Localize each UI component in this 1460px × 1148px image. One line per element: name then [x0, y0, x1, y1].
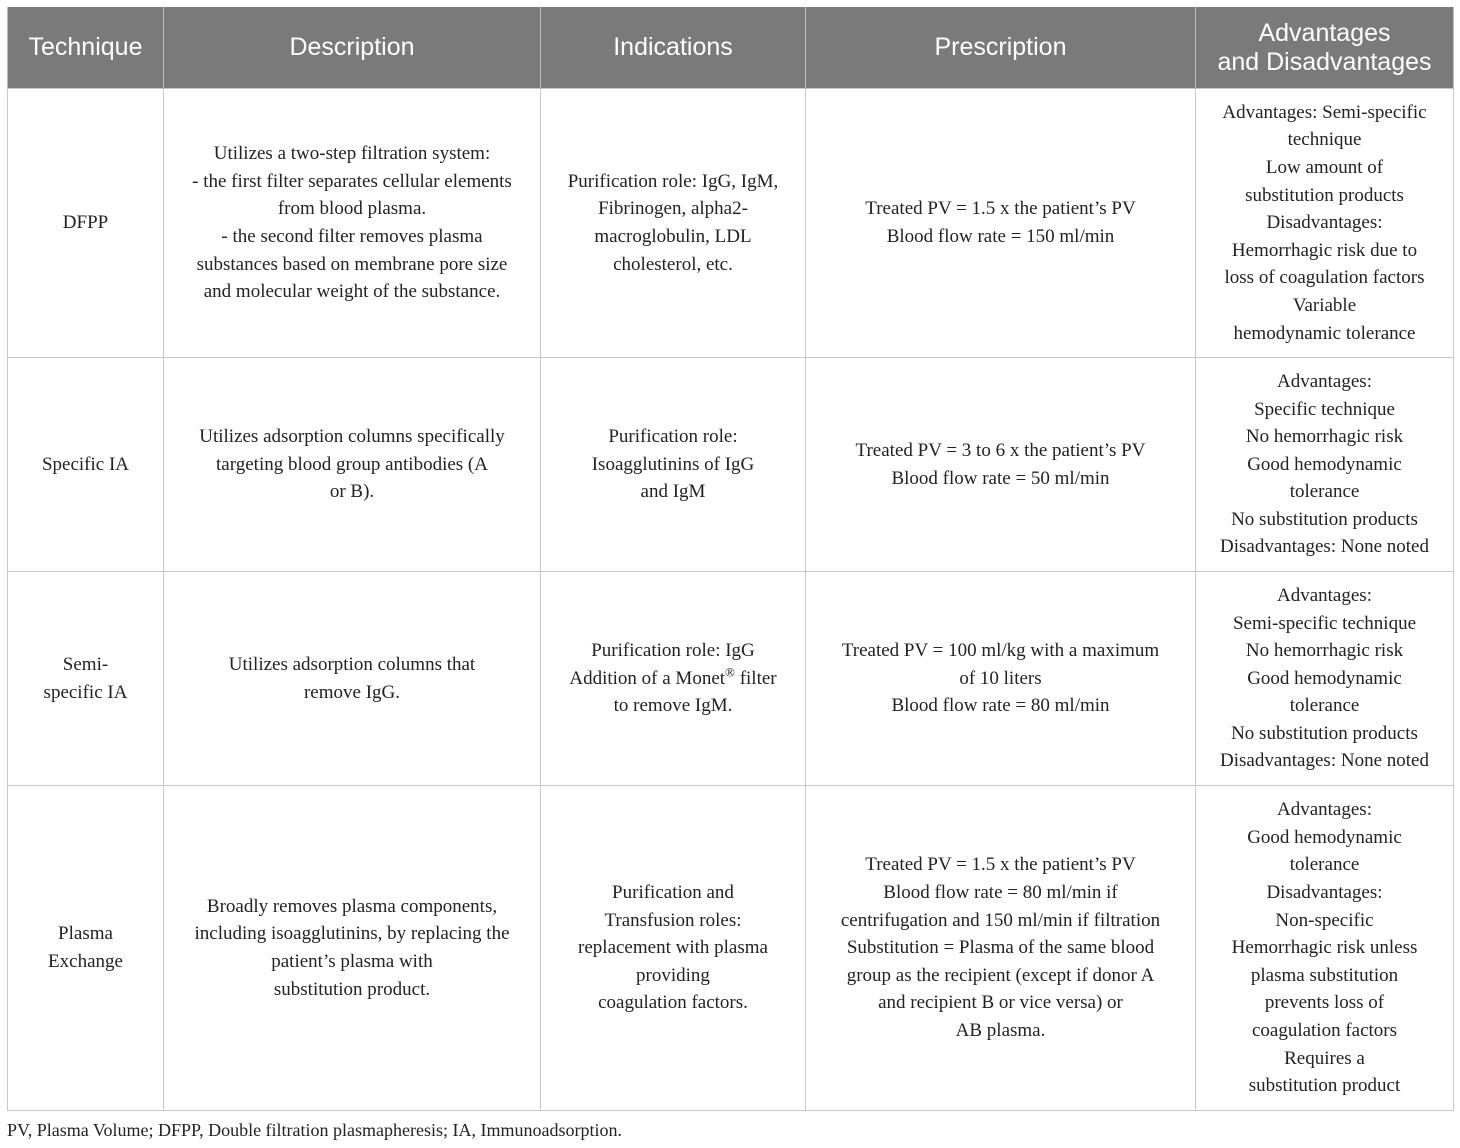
cell-line: Exchange	[48, 951, 123, 972]
cell-prescription	[806, 89, 1196, 358]
cell-line: Hemorrhagic risk due to	[1231, 239, 1418, 261]
cell-line: loss of coagulation factors	[1224, 267, 1425, 289]
cell-line: centrifugation and 150 ml/min if filtration	[840, 909, 1161, 931]
cell-line: Purification role: IgG	[591, 640, 755, 662]
cell-line: AB plasma.	[955, 1019, 1046, 1041]
cell-description	[164, 358, 541, 572]
cell-line: from blood plasma.	[277, 198, 427, 220]
cell-indications	[541, 358, 806, 572]
cell-line: Blood flow rate = 80 ml/min if	[883, 882, 1118, 904]
cell-line: Transfusion roles:	[604, 909, 742, 931]
cell-line: replacement with plasma	[578, 937, 768, 959]
cell-line: Substitution = Plasma of the same blood	[846, 937, 1155, 959]
table-header	[8, 7, 1454, 89]
techniques-comparison-table	[7, 7, 1454, 1111]
cell-line: group as the recipient (except if donor A	[846, 964, 1155, 986]
cell-line: Advantages:	[1277, 584, 1372, 606]
cell-line: providing	[636, 964, 710, 986]
cell-line: No hemorrhagic risk	[1245, 426, 1404, 448]
cell-line: Disadvantages:	[1266, 212, 1383, 234]
cell-prescription	[806, 572, 1196, 786]
registered-mark: ®	[725, 664, 735, 680]
cell-line: to remove IgM.	[613, 695, 733, 717]
cell-line: Non-specific	[1275, 909, 1374, 931]
cell-line: Disadvantages:	[1266, 882, 1383, 904]
table-row	[8, 89, 1454, 358]
cell-line: DFPP	[62, 212, 109, 234]
cell-line: and recipient B or vice versa) or	[878, 992, 1123, 1014]
cell-line: of 10 liters	[959, 667, 1042, 689]
header-indications: Indications	[541, 7, 806, 89]
cell-line: Utilizes adsorption columns that	[228, 653, 476, 675]
cell-line: Purification role:	[608, 426, 738, 448]
cell-line: targeting blood group antibodies (A	[216, 453, 488, 475]
cell-line: Purification role: IgG, IgM,	[567, 170, 779, 192]
cell-line: Good hemodynamic	[1247, 667, 1402, 689]
cell-line: hemodynamic tolerance	[1233, 322, 1416, 344]
cell-line: Specific IA	[41, 453, 130, 475]
cell-line: cholesterol, etc.	[613, 253, 733, 275]
table-row	[8, 572, 1454, 786]
cell-line: substances based on membrane pore size	[196, 253, 508, 275]
cell-technique	[8, 786, 164, 1111]
monet-text: Addition of a Monet	[569, 667, 726, 689]
cell-line: Blood flow rate = 50 ml/min	[891, 467, 1110, 489]
cell-line: Utilizes adsorption columns specifically	[199, 426, 505, 448]
cell-line: plasma substitution	[1250, 964, 1399, 986]
table-row	[8, 358, 1454, 572]
cell-line: tolerance	[1289, 695, 1360, 717]
cell-line: Advantages:	[1277, 370, 1372, 392]
table-body	[8, 89, 1454, 1111]
cell-line: Blood flow rate = 150 ml/min	[886, 226, 1115, 247]
cell-line: Specific technique	[1254, 398, 1395, 420]
cell-line: Disadvantages: None noted	[1220, 536, 1429, 558]
cell-line: Isoagglutinins of IgG	[591, 453, 755, 475]
cell-line: Hemorrhagic risk unless	[1231, 937, 1418, 959]
cell-line: tolerance	[1289, 481, 1360, 503]
cell-indications	[541, 786, 806, 1111]
cell-line: coagulation factors.	[598, 992, 748, 1014]
cell-technique	[8, 358, 164, 572]
cell-line: tolerance	[1289, 854, 1360, 876]
header-advantages-disadvantages	[1196, 7, 1454, 89]
cell-line: Fibrinogen, alpha2-	[598, 198, 748, 220]
cell-line: and IgM	[640, 481, 706, 503]
cell-description	[164, 89, 541, 358]
header-advantages-line2: and Disadvantages	[1217, 47, 1432, 76]
monet-filter-text: filter	[734, 667, 777, 689]
cell-line: Good hemodynamic	[1247, 826, 1402, 848]
cell-line: Purification and	[612, 882, 734, 904]
header-technique: Technique	[8, 7, 164, 89]
cell-line: Utilizes a two-step filtration system:	[213, 143, 491, 165]
cell-advantages	[1196, 572, 1454, 786]
cell-line: macroglobulin, LDL	[594, 226, 752, 247]
header-description: Description	[164, 7, 541, 89]
cell-line-monet	[551, 665, 795, 693]
header-prescription: Prescription	[806, 7, 1196, 89]
cell-line: substitution product	[1248, 1075, 1401, 1097]
cell-line: or B).	[329, 481, 375, 503]
cell-line: No hemorrhagic risk	[1245, 640, 1404, 662]
cell-advantages	[1196, 358, 1454, 572]
cell-line: including isoagglutinins, by replacing the	[194, 923, 510, 945]
comparison-table-container	[7, 7, 1453, 1111]
cell-line: remove IgG.	[303, 681, 401, 703]
cell-line: and molecular weight of the substance.	[203, 281, 501, 303]
cell-line: technique	[1287, 129, 1362, 151]
cell-line: patient’s plasma with	[271, 951, 433, 972]
cell-line: substitution product.	[273, 978, 431, 1000]
cell-line: Treated PV = 3 to 6 x the patient’s PV	[855, 439, 1146, 461]
cell-line: Variable	[1292, 294, 1357, 316]
cell-line: No substitution products	[1231, 508, 1418, 530]
cell-line: Requires a	[1284, 1047, 1365, 1069]
cell-line: Advantages:	[1277, 799, 1372, 821]
cell-line: - the second filter removes plasma	[221, 226, 483, 247]
cell-line: Treated PV = 1.5 x the patient’s PV	[865, 198, 1136, 220]
cell-line: Good hemodynamic	[1247, 453, 1402, 475]
cell-advantages	[1196, 786, 1454, 1111]
cell-line: No substitution products	[1231, 722, 1418, 744]
cell-technique	[8, 572, 164, 786]
cell-line: Blood flow rate = 80 ml/min	[891, 695, 1110, 717]
cell-line: Plasma	[58, 923, 113, 945]
cell-line: Treated PV = 100 ml/kg with a maximum	[841, 640, 1160, 662]
cell-prescription	[806, 358, 1196, 572]
cell-description	[164, 786, 541, 1111]
cell-line: substitution products	[1245, 184, 1404, 206]
cell-indications	[541, 572, 806, 786]
cell-line: Semi-	[62, 653, 109, 675]
cell-prescription	[806, 786, 1196, 1111]
cell-description	[164, 572, 541, 786]
cell-advantages	[1196, 89, 1454, 358]
cell-line: coagulation factors	[1251, 1019, 1398, 1041]
cell-line: Disadvantages: None noted	[1220, 750, 1429, 772]
cell-line: Advantages: Semi-specific	[1222, 101, 1427, 123]
cell-line: specific IA	[43, 681, 128, 703]
table-footnote: PV, Plasma Volume; DFPP, Double filtration plasmapheresis; IA, Immunoadsorption.	[7, 1120, 622, 1140]
header-advantages-line1: Advantages	[1258, 18, 1391, 47]
cell-line: Semi-specific technique	[1232, 612, 1417, 634]
cell-indications	[541, 89, 806, 358]
cell-technique	[8, 89, 164, 358]
cell-line: - the first filter separates cellular elements	[192, 170, 512, 192]
cell-line: Broadly removes plasma components,	[206, 895, 498, 917]
cell-line: Treated PV = 1.5 x the patient’s PV	[865, 854, 1136, 876]
header-row	[8, 7, 1454, 89]
cell-line: prevents loss of	[1264, 992, 1385, 1014]
cell-line: Low amount of	[1265, 157, 1384, 179]
table-row	[8, 786, 1454, 1111]
